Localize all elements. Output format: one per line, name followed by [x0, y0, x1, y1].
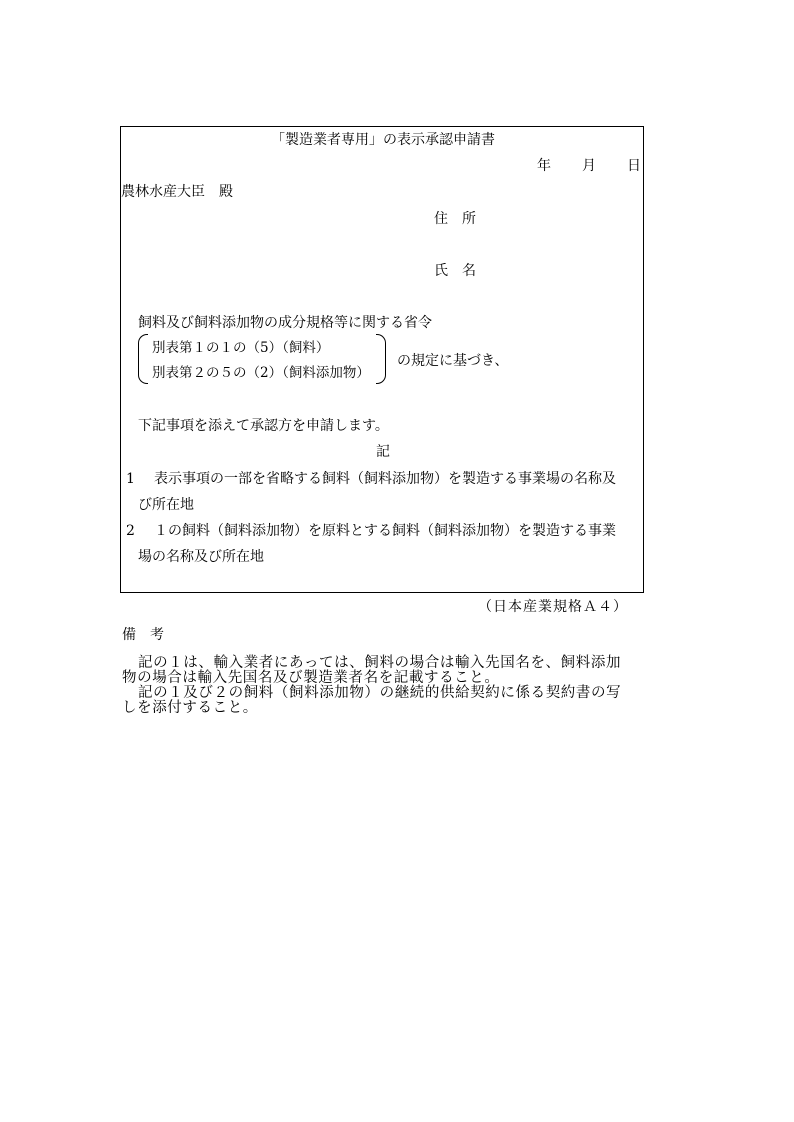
- address-label: 住 所: [434, 211, 476, 227]
- item-1-line-1: 表示事項の一部を省略する飼料（飼料添加物）を製造する事業場の名称及: [154, 471, 616, 487]
- date-month-label: 月: [582, 158, 596, 174]
- reference-suffix: の規定に基づき、: [397, 353, 509, 369]
- notes-line-1: 記の１は、輸入業者にあっては、飼料の場合は輸入先国名を、飼料添加: [138, 655, 622, 671]
- ki-heading: 記: [376, 444, 390, 460]
- item-2-line-2: 場の名称及び所在地: [138, 549, 264, 565]
- regulation-text: 飼料及び飼料添加物の成分規格等に関する省令: [138, 315, 432, 331]
- item-2-number: 2: [126, 523, 135, 539]
- date-day-label: 日: [627, 158, 641, 174]
- paper-size-note: （日本産業規格Ａ４）: [478, 599, 628, 615]
- right-bracket: [376, 334, 386, 384]
- notes-line-3: 記の１及び２の飼料（飼料添加物）の継続的供給契約に係る契約書の写: [138, 685, 622, 701]
- item-1-number: 1: [126, 471, 135, 487]
- name-label: 氏 名: [434, 263, 476, 279]
- item-1-line-2: び所在地: [138, 497, 194, 513]
- form-title: 「製造業者専用」の表示承認申請書: [271, 132, 495, 148]
- notes-line-4: しを添付すること。: [122, 700, 258, 716]
- addressee: 農林水産大臣 殿: [121, 184, 233, 200]
- item-2-line-1: １の飼料（飼料添加物）を原料とする飼料（飼料添加物）を製造する事業: [154, 523, 616, 539]
- reference-line-2: 別表第２の５の（2）（飼料添加物）: [152, 365, 370, 381]
- reference-line-1: 別表第１の１の（5）（飼料）: [152, 340, 330, 356]
- notes-heading: 備 考: [122, 627, 164, 643]
- date-year-label: 年: [537, 158, 551, 174]
- left-bracket: [138, 334, 148, 384]
- request-statement: 下記事項を添えて承認方を申請します。: [138, 418, 389, 434]
- notes-line-2: 物の場合は輸入先国名及び製造業者名を記載すること。: [122, 670, 500, 686]
